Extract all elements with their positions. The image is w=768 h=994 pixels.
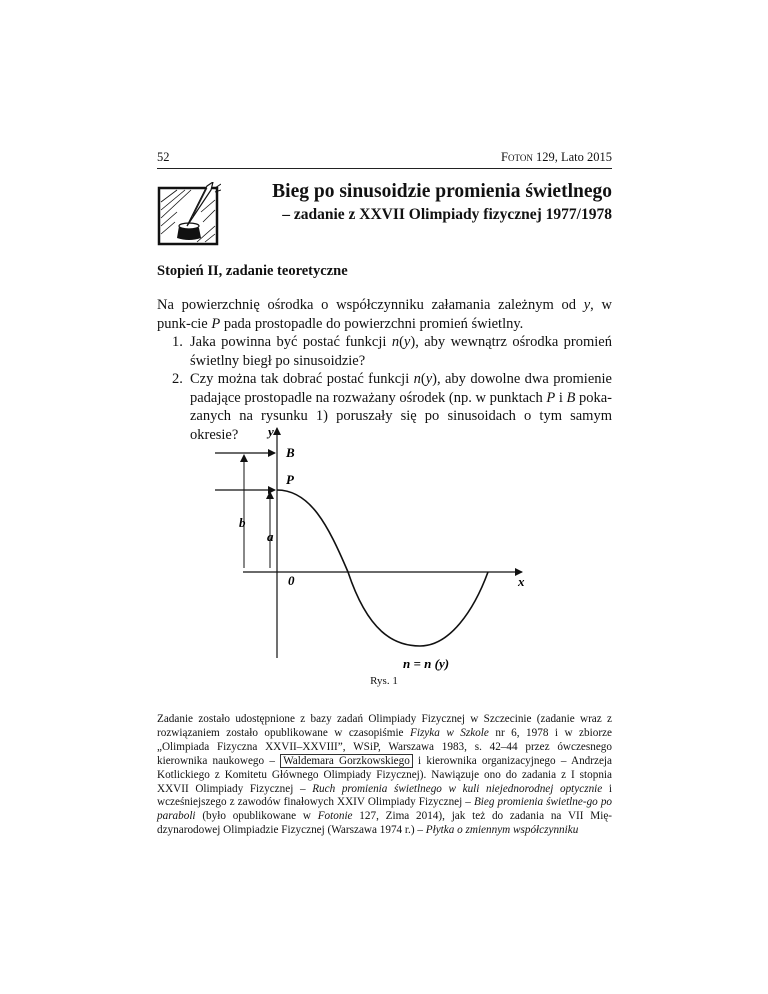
question-text: Jaka powinna być postać funkcji n(y), aby wewnątrz ośrodka promień świetlny biegł po sinusoidzie? xyxy=(190,334,612,369)
journal-info xyxy=(501,150,612,165)
running-header xyxy=(157,150,612,169)
article-title: Bieg po sinusoidzie promienia świetlnego xyxy=(272,181,612,202)
label-n-function: n = n (y) xyxy=(403,656,450,671)
label-b-point: B xyxy=(286,445,295,460)
question-text: Czy można tak dobrać postać funkcji n(y), aby dowolne dwa promienie padające prostopadle na rozważany ośrodek (np. w punktach P i B poka-zanych na rysunku 1) poruszały się po sinusoidach o tym samym okresie? xyxy=(190,371,613,443)
section-heading: Stopień II, zadanie teoretyczne xyxy=(157,263,348,279)
article-subtitle: – zadanie z XXVII Olimpiady fizycznej 1977/1978 xyxy=(282,206,612,223)
label-y: y xyxy=(268,424,274,439)
label-origin: 0 xyxy=(288,573,295,588)
intro-paragraph: Na powierzchnię ośrodka o współczynniku załamania zależnym od y, w punk-cie P pada prostopadle do powierzchni promień świetlny. xyxy=(157,297,612,332)
label-x: x xyxy=(518,574,525,589)
boxed-name: Waldemara Gorzkowskiego xyxy=(280,754,413,768)
journal-name: Foton xyxy=(501,150,533,164)
journal-issue: 129, Lato 2015 xyxy=(532,150,612,164)
footnote-paragraph: Zadanie zostało udostępnione z bazy zadań Olimpiady Fizycznej w Szczecinie (zadanie wraz z rozwiązaniem zostało opublikowane w czasopiśmie Fizyka w Szkole nr 6, 1978 i w zbiorze „Olimpiada Fizyczna XXVII–XXVIII”, WSiP, Warszawa 1983, s. 42–44 przez ówczesnego kierownika naukowego – Waldemara Gorzkowskiego i kierownika organizacyjnego – Andrzeja Kotlickiego z Komitetu Głównego Olimpiady Fizycznej). Nawiązuje ono do zadania z I stopnia XXVII Olimpiady Fizycznej – Ruch promienia świetlnego w kuli niejednorodnej optycznie i wcześniejszego z zawodów finałowych XXIV Olimpiady Fizycznej – Bieg promienia świetlne-go po paraboli (było opublikowane w Fotonie 127, Zima 2014), jak też do zadania na VII Mię-dzynarodowej Olimpiadzie Fizycznej (Warszawa 1974 r.) – Płytka o zmiennym współczynniku xyxy=(157,713,613,837)
sinusoid-ray xyxy=(277,490,488,646)
label-a-dim: a xyxy=(267,529,274,544)
question-number: 2. xyxy=(172,371,183,387)
page-number: 52 xyxy=(157,150,170,164)
quill-inkwell-icon xyxy=(157,182,221,246)
label-p-point: P xyxy=(286,472,294,487)
figure-caption: Rys. 1 xyxy=(370,675,398,687)
figure-sinusoid xyxy=(200,420,540,675)
question-number: 1. xyxy=(172,334,183,350)
label-b-dim: b xyxy=(239,515,246,530)
